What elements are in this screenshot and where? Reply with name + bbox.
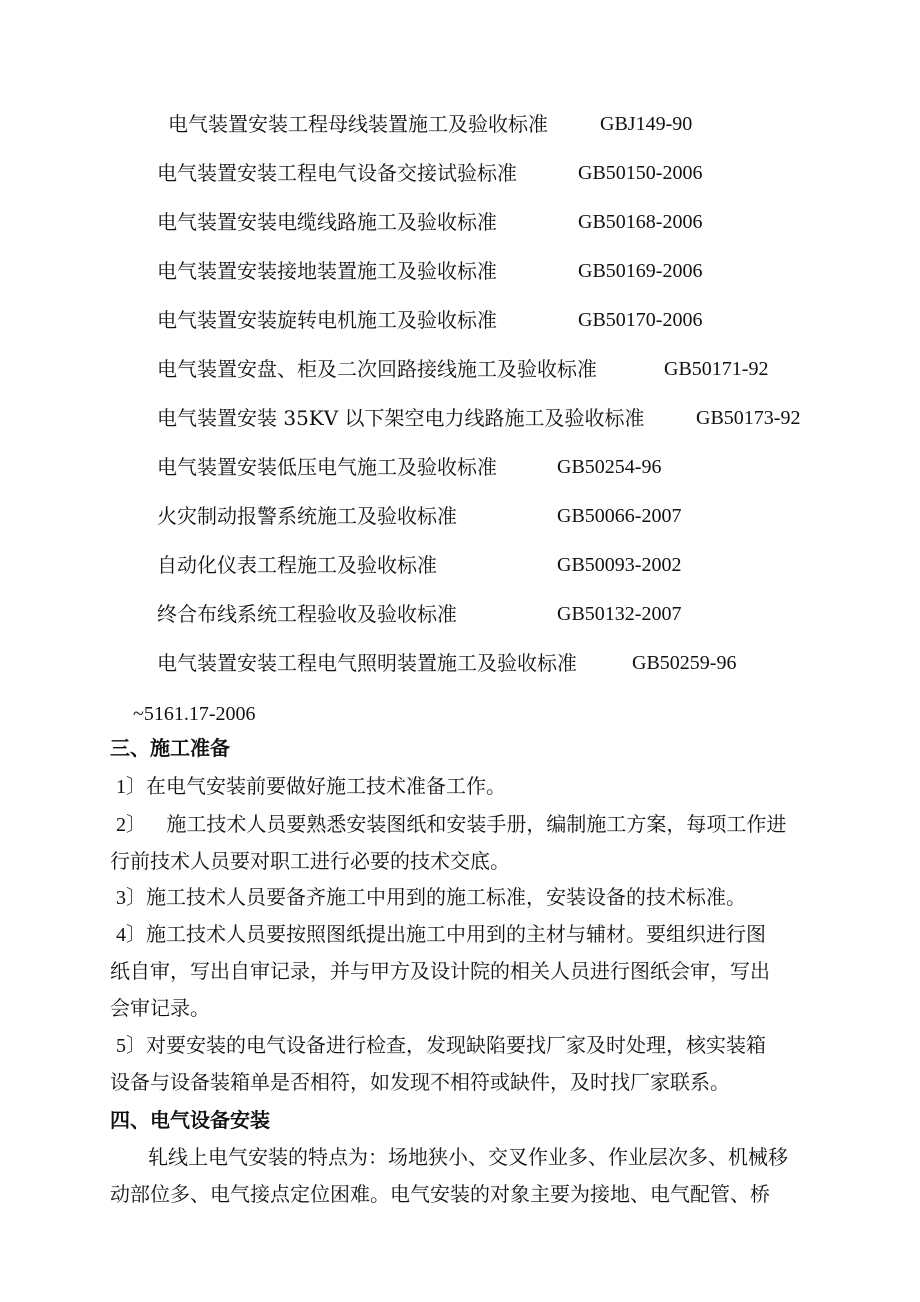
item-continuation: 行前技术人员要对职工进行必要的技术交底。 <box>110 849 510 873</box>
standard-name: 电气装置安装 35KV 以下架空电力线路施工及验收标准 <box>157 406 645 430</box>
standard-name: 电气装置安装接地装置施工及验收标准 <box>157 259 497 283</box>
standard-code: GB50169-2006 <box>578 260 703 282</box>
standard-name: 终合布线系统工程验收及验收标准 <box>157 602 457 626</box>
standard-name: 电气装置安装工程电气设备交接试验标准 <box>157 161 517 185</box>
item-text: 在电气安装前要做好施工技术准备工作。 <box>146 774 506 798</box>
item-number: 2〕 <box>116 814 146 836</box>
standard-code: GB50093-2002 <box>557 554 682 576</box>
item-text: 施工技术人员要熟悉安装图纸和安装手册，编制施工方案，每项工作进 <box>160 812 787 836</box>
standard-name: 电气装置安盘、柜及二次回路接线施工及验收标准 <box>157 357 597 381</box>
item-continuation: 会审记录。 <box>110 996 210 1020</box>
standard-name: 火灾制动报警系统施工及验收标准 <box>157 504 457 528</box>
item-number: 5〕 <box>116 1035 146 1057</box>
item-text: 施工技术人员要备齐施工中用到的施工标准，安装设备的技术标准。 <box>146 885 746 909</box>
standard-name: 电气装置安装低压电气施工及验收标准 <box>157 455 497 479</box>
standard-code: GB50132-2007 <box>557 603 682 625</box>
standard-code: GB50254-96 <box>557 456 662 478</box>
standard-code: GB50170-2006 <box>578 309 703 331</box>
section4-paragraph-line: 动部位多、电气接点定位困难。电气安装的对象主要为接地、电气配管、桥 <box>110 1182 770 1206</box>
extra-standard-code: ~5161.17-2006 <box>133 703 256 725</box>
standard-name: 电气装置安装电缆线路施工及验收标准 <box>157 210 497 234</box>
item-continuation: 设备与设备装箱单是否相符，如发现不相符或缺件，及时找厂家联系。 <box>110 1070 730 1094</box>
item-continuation: 纸自审，写出自审记录，并与甲方及设计院的相关人员进行图纸会审，写出 <box>110 959 770 983</box>
standard-code: GB50066-2007 <box>557 505 682 527</box>
section3-item <box>116 885 746 910</box>
item-text: 施工技术人员要按照图纸提出施工中用到的主材与辅材。要组织进行图 <box>146 922 766 946</box>
section3-item <box>116 774 506 799</box>
standard-code: GB50150-2006 <box>578 162 703 184</box>
section3-item <box>116 1033 766 1058</box>
item-text: 对要安装的电气设备进行检查，发现缺陷要找厂家及时处理，核实装箱 <box>146 1033 766 1057</box>
standard-name: 电气装置安装工程母线装置施工及验收标准 <box>168 112 548 136</box>
section3-title: 三、施工准备 <box>110 736 230 760</box>
section4-paragraph-line: 轧线上电气安装的特点为：场地狭小、交叉作业多、作业层次多、机械移 <box>148 1145 788 1169</box>
item-number: 4〕 <box>116 924 146 946</box>
section3-item <box>116 922 766 947</box>
section4-title: 四、电气设备安装 <box>110 1108 270 1132</box>
standard-name: 电气装置安装工程电气照明装置施工及验收标准 <box>157 651 577 675</box>
item-number: 3〕 <box>116 887 146 909</box>
standard-code: GB50173-92 <box>696 407 801 429</box>
item-number: 1〕 <box>116 776 146 798</box>
standard-name: 电气装置安装旋转电机施工及验收标准 <box>157 308 497 332</box>
standard-code: GB50259-96 <box>632 652 737 674</box>
section3-item <box>116 812 786 837</box>
standard-code: GBJ149-90 <box>600 113 693 135</box>
standard-code: GB50171-92 <box>664 358 769 380</box>
standard-code: GB50168-2006 <box>578 211 703 233</box>
standard-name: 自动化仪表工程施工及验收标准 <box>157 553 437 577</box>
